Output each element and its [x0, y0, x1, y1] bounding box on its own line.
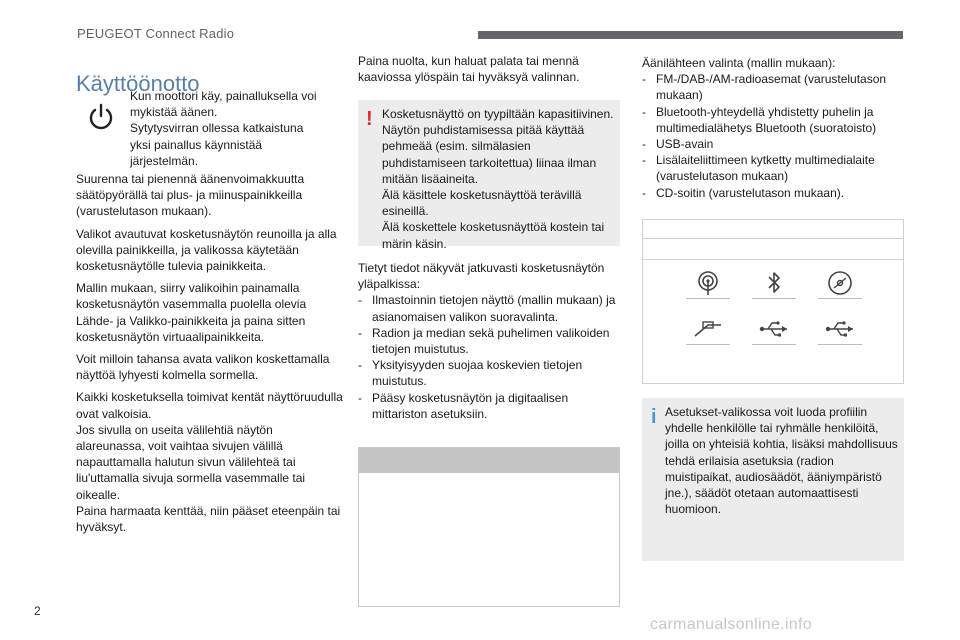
illustration-top-bar [359, 448, 619, 473]
status-intro: Tietyt tiedot näkyvät jatkuvasti kosketusnäytön yläpalkissa: [358, 261, 605, 292]
paragraph-arrow: Paina nuolta, kun haluat palata tai mennä kaaviossa ylöspäin tai hyväksyä valinnan. [358, 54, 580, 85]
list-item: - Yksityisyyden suojaa koskevien tietojen muistutus. [358, 358, 583, 389]
info-box [642, 398, 904, 561]
power-text: Kun moottori käy, painalluksella voi mykistää äänen. Sytytysvirran ollessa katkaistuna yksi painallus käynnistää järjestelmän. [130, 89, 317, 168]
list-item-text: Pääsy kosketusnäytön ja digitaalisen mittariston asetuksiin. [372, 390, 569, 421]
sources-intro: Äänilähteen valinta (mallin mukaan): [642, 56, 836, 70]
watermark: carmanualsonline.info [650, 616, 812, 633]
list-item: - Pääsy kosketusnäytön ja digitaalisen mittariston asetuksiin. [358, 390, 569, 421]
page-title: Käyttöönotto [76, 70, 200, 96]
column-right [642, 55, 904, 201]
page-number: 2 [34, 604, 41, 618]
divider [752, 298, 796, 299]
list-item: - CD-soitin (varustelutason mukaan). [642, 185, 845, 200]
paragraph-touch-fields: Kaikki kosketuksella toimivat kentät näyttöruudulla ovat valkoisia. Jos sivulla on useita välilehtiä näytön alareunassa, voit vaihtaa sivujen välillä napauttamalla halutun sivun välilehteä tai liu'uttamalla sivuja sormella vasemmalle tai oikealle. Paina harmaata kenttää, niin pääset eteenpäin tai hyväksyt. [76, 390, 343, 535]
exclamation-icon: ! [366, 108, 373, 130]
usb-icon[interactable] [756, 316, 792, 342]
warning-box [358, 100, 620, 251]
divider [752, 344, 796, 345]
list-item-text: USB-avain [656, 137, 714, 152]
divider [686, 344, 730, 345]
divider [643, 238, 903, 239]
list-item-text: FM-/DAB-/AM-radioasemat (varustelutason mukaan) [656, 72, 887, 103]
paragraph-menus: Valikot avautuvat kosketusnäytön reunoilla ja alla olevilla painikkeilla, ja valikossa käytetään kosketusnäytölle tulevia painikkeita. [76, 226, 337, 274]
warning-text: Kosketusnäyttö on tyypiltään kapasitiivinen. Näytön puhdistamisessa pitää käyttää pehmeää (esim. silmälasien puhdistamiseen tarkoitettua) liinaa ilman mitään lisäaineita. Älä käsittele kosketusnäyttöä terävillä esineillä. Älä koskettele kosketusnäyttöä kostein tai märin käsin. [382, 107, 614, 251]
paragraph-volume: Suurenna tai pienennä äänenvoimakkuutta säätöpyörällä tai plus- ja miinuspainikkeilla (varustelutason mukaan). [76, 172, 305, 219]
divider [818, 298, 862, 299]
list-item-text: CD-soitin (varustelutason mukaan). [656, 185, 845, 200]
bluetooth-icon[interactable] [756, 270, 792, 296]
divider [818, 344, 862, 345]
source-selection-screen [642, 219, 904, 384]
info-text: Asetukset-valikossa voit luoda profiilin yhdelle henkilölle tai ryhmälle henkilöitä, joilla on yhteisiä kohtia, lisäksi mahdollisuus tehdä erilaisia asetuksia (radion muistipaikat, audiosäädöt, ääniympäristö jne.), säädöt otetaan automaattisesti huomioon. [665, 405, 898, 517]
paragraph-three-fingers: Voit milloin tahansa avata valikon koskettamalla näyttöä lyhyesti kolmella sormella. [76, 352, 330, 383]
list-item: - Ilmastoinnin tietojen näyttö (mallin mukaan) ja asianomaisen valikon suoravalinta. [358, 293, 616, 324]
power-block [76, 88, 344, 168]
info-icon: i [651, 406, 657, 428]
list-item-text: Bluetooth-yhteydellä yhdistetty puhelin ja multimedialähetys Bluetooth (suoratoisto) [656, 104, 877, 135]
list-item: - FM-/DAB-/AM-radioasemat (varustelutason mukaan) [642, 72, 887, 103]
header-title: PEUGEOT Connect Radio [77, 26, 235, 41]
paragraph-source-menu: Mallin mukaan, siirry valikoihin painamalla kosketusnäytön vasemmalla puolella olevia Lähde- ja Valikko-painikkeita ja paina sitten kosketusnäytön virtuaalipainikkeita. [76, 281, 307, 344]
aux-icon[interactable] [690, 316, 726, 342]
list-item-text: Yksityisyyden suojaa koskevien tietojen muistutus. [372, 358, 583, 389]
status-bar-info [358, 260, 620, 422]
divider [643, 259, 903, 260]
list-item-text: Ilmastoinnin tietojen näyttö (mallin mukaan) ja asianomaisen valikon suoravalinta. [372, 293, 616, 324]
screen-illustration-placeholder [358, 447, 620, 607]
radio-icon[interactable] [690, 270, 726, 296]
cd-icon[interactable] [822, 270, 858, 296]
header-bar [478, 31, 903, 39]
list-item-text: Lisälaiteliittimeen kytketty multimedialaite (varustelutason mukaan) [656, 153, 875, 184]
power-icon [86, 102, 116, 132]
list-item-text: Radion ja median sekä puhelimen valikoiden tietojen muistutus. [372, 325, 610, 357]
list-item: - Bluetooth-yhteydellä yhdistetty puhelin ja multimedialähetys Bluetooth (suoratoisto) [642, 104, 877, 135]
list-item: - USB-avain [642, 137, 714, 152]
list-item: - Radion ja median sekä puhelimen valikoiden tietojen muistutus. [358, 325, 610, 357]
list-item: - Lisälaiteliittimeen kytketty multimedialaite (varustelutason mukaan) [642, 153, 875, 184]
usb-icon[interactable] [822, 316, 858, 342]
column-middle-intro [358, 53, 620, 91]
column-left [76, 171, 344, 541]
divider [686, 298, 730, 299]
